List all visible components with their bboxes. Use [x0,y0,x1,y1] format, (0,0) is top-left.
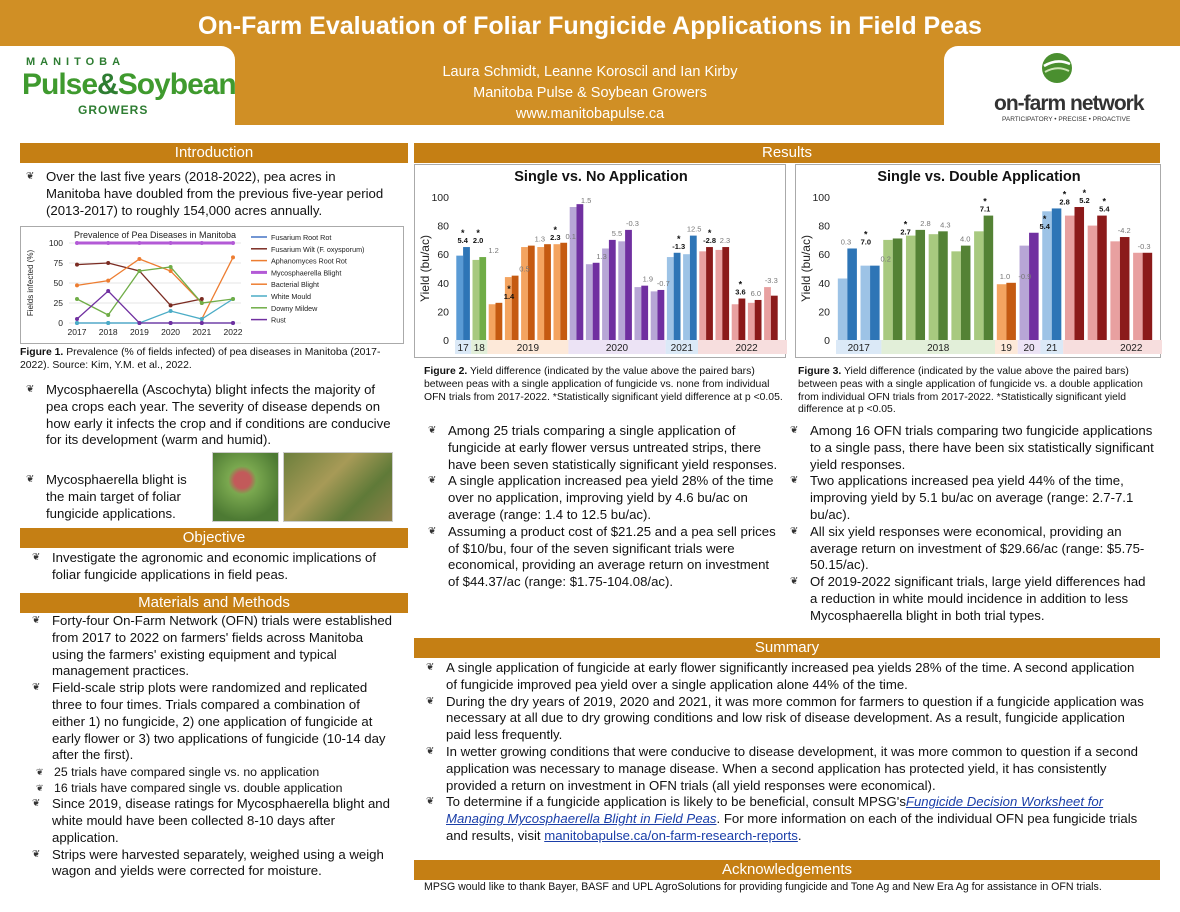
bar1-ytick: 100 [431,192,449,204]
chart1-point [75,297,79,301]
results-right-list [784,423,1156,625]
bar2-bar-double [961,246,971,340]
bar1-bar-single [674,253,681,340]
bar2-sig-star: * [1082,188,1087,199]
chart1-point [106,289,110,293]
chart1-xtick: 2021 [192,327,212,337]
bar1-diff-label: 0.5 [519,264,530,274]
chart1-point [231,241,235,245]
chart1-point [169,321,173,325]
bar1-diff-label: -2.8 [703,236,717,246]
chart1-point [75,241,79,245]
bar2-bar-double [1143,253,1153,340]
bar2-diff-label: 0.2 [880,254,891,264]
chart1-point [169,309,173,313]
bar2-sig-star: * [1042,213,1047,224]
bar1-sig-star: * [553,225,558,236]
chart1-point [200,317,204,321]
bar1-bar-none [634,287,641,340]
results-right-bullet-2: ❦ Two applications increased pea yield 44% of the time, improving yield by 5.1 bu/ac on average (range: 2.7-7.1 bu/ac). [784,473,1156,523]
bar2-ytick: 60 [818,249,830,262]
chart1-point [106,313,110,317]
ofn-globe-icon [1041,52,1073,84]
bar1-group-label: 17 [457,343,469,354]
single-vs-none-chart [415,165,787,359]
objective-bullet: ❦ Investigate the agronomic and economic implications of foliar fungicide applications in field peas. [26,550,398,584]
bar1-bar-none [764,287,771,340]
summary-list [420,660,1148,845]
bar2-sig-star: * [1062,189,1067,200]
bar2-ytick: 20 [818,306,830,319]
bar1-bar-single [641,286,648,340]
organization: Manitoba Pulse & Soybean Growers [473,85,707,101]
bar2-bar-double [984,216,994,340]
chart1-point [75,317,79,321]
bar1-group-label: 18 [473,343,485,354]
bar2-ytick: 80 [818,220,830,233]
chart1-point [75,263,79,267]
bar1-bar-single [739,299,746,340]
bar2-bar-double [1052,208,1062,340]
bar1-bar-single [706,247,713,340]
bar1-diff-label: 5.5 [611,228,623,238]
bar2-bar-double [870,266,880,340]
bar1-diff-label: 1.4 [503,291,515,301]
bar1-bar-single [658,290,665,340]
bar1-bar-single [528,246,535,340]
bar2-bar-double [1120,237,1130,340]
bar1-bar-none [602,248,609,340]
figure2-chart [414,164,786,358]
bar2-bar-double [938,231,948,340]
bar1-title: Single vs. No Application [514,169,688,185]
bar1-bar-single [479,257,486,340]
bar1-sig-star: * [460,228,465,239]
intro-bullet-3: ❦ Mycosphaerella blight is the main target of foliar fungicide applications. [20,472,205,522]
mpsg-logo-box [0,46,235,125]
ofn-wordmark: on-farm network [994,92,1144,115]
bar2-diff-label: 7.1 [979,204,991,214]
chart1-ytick: 100 [48,238,63,248]
chart1-point [231,297,235,301]
bar1-bar-single [593,263,600,340]
bar1-diff-label: 2.3 [550,233,561,243]
bar2-bar-single [997,284,1007,340]
bar1-bar-single [609,240,616,340]
bar1-diff-label: 0.1 [565,231,576,241]
bar2-diff-label: 5.4 [1099,204,1110,214]
bar1-diff-label: -1.3 [672,241,686,251]
results-right-bullet-4: ❦ Of 2019-2022 significant trials, large yield differences had a reduction in white mould incidence in addition to less Mycosphaerella blight in both trial types. [784,574,1156,624]
summary-bullet-1: ❦ A single application of fungicide at early flower significantly increased pea yields 28% of the time. A second application of fungicide improved pea yield over a single application alone 44% of the time. [420,660,1148,694]
bar2-diff-label: 2.7 [900,227,911,237]
bar1-diff-label: 12.5 [686,224,702,234]
bar1-ytick: 20 [437,306,449,319]
bar1-bar-single [722,247,729,340]
website: www.manitobapulse.ca [515,106,665,122]
bar1-bar-single [690,236,697,340]
bar2-ytick: 100 [812,192,830,204]
bar1-diff-label: 1.5 [580,196,592,205]
bar1-bar-none [570,207,577,340]
bar2-bar-double [1006,283,1016,340]
figure1-caption: Figure 1. Prevalence (% of fields infected) of pea diseases in Manitoba (2017-2022). Source: Kim, Y.M. et al., 2022. [20,347,381,371]
bar2-bar-single [906,236,916,340]
chart1-point [75,283,79,287]
bar1-sig-star: * [676,233,681,244]
bar1-diff-label: 2.0 [472,236,484,246]
methods-bullet-2: ❦ Field-scale strip plots were randomized and replicated three to four times. Trials compared a combination of either 1) no fungicide, 2) one application of fungicide at early flower or 3) two applications of fungicide (10-14 day after the first). [26,680,396,764]
leaf-lesion-photo [212,452,279,522]
bar2-bar-single [1065,216,1075,340]
methods-heading: Materials and Methods [20,593,408,613]
bar1-sig-star: * [476,228,480,239]
acknowledgements-heading: Acknowledgements [414,860,1160,880]
bar2-title: Single vs. Double Application [877,169,1081,185]
summary-bullet-2: ❦ During the dry years of 2019, 2020 and 2021, it was more common for farmers to question if a fungicide application was necessary at all due to dry growing conditions and low risk of disease development. As a result, fungicide application paid less frequently. [420,694,1148,744]
bar2-diff-label: 7.0 [860,237,872,247]
bar2-group-band [1063,340,1162,354]
disease-prevalence-chart [21,227,405,345]
chart1-point [169,303,173,307]
intro-bullet-2: ❦ Mycosphaerella (Ascochyta) blight infects the majority of pea crops each year. The severity of disease depends on how early it infects the crop and if conditions are conducive for its development (warm and humid). [20,382,392,449]
bar2-bar-single [1133,253,1143,340]
bar2-sig-star: * [1102,196,1107,207]
bar1-bar-none [537,247,544,340]
bar1-bar-single [560,243,567,340]
bar2-bar-double [1029,233,1039,340]
chart1-legend-label: Mycosphaerella Blight [271,268,342,278]
bar1-group-label: 2022 [735,343,758,354]
bar1-bar-single [512,276,519,340]
bar2-bar-single [929,234,939,340]
bar2-ytick: 40 [818,277,830,290]
authors: Laura Schmidt, Leanne Koroscil and Ian Kirby [442,64,738,80]
figure3-caption: Figure 3. Yield difference (indicated by the value above the paired bars) between peas with a single application of fungicide vs. a double application from individual OFN trials from 2017-2022. *Statistically significant yield difference at p <0.05. [798,366,1143,416]
bar1-bar-none [489,304,496,340]
bar1-sig-star: * [707,228,712,239]
bar2-sig-star: * [864,229,868,240]
bar1-group-label: 2020 [605,343,629,354]
bar2-bar-single [951,251,961,340]
bar1-bar-none [699,251,706,340]
chart1-legend-label: Bacterial Blight [271,280,319,290]
bar2-bar-single [1020,246,1030,340]
bar1-bar-single [577,204,584,340]
bar2-diff-label: 4.0 [959,234,971,244]
worksheet-link[interactable]: Fungicide Decision Worksheet for Managing Mycosphaerella Blight in Field Peas [446,794,1104,827]
chart1-xtick: 2020 [161,327,181,337]
acknowledgements-text: MPSG would like to thank Bayer, BASF and UPL AgroSolutions for providing fungicide and Tone Ag and New Era Ag for assistance in OFN trials. [424,881,1102,893]
bar1-ytick: 80 [437,220,449,233]
chart1-legend-label: Aphanomyces Root Rot [271,256,347,266]
methods-sub-2: ❦ 16 trials have compared single vs. double application [0,780,396,796]
bar1-group-label: 2019 [516,343,540,354]
bar1-diff-label: 2.3 [719,236,731,246]
bar1-diff-label: 1.3 [534,234,546,244]
chart1-xtick: 2022 [223,327,243,337]
chart1-ytick: 25 [53,298,63,308]
bar1-bar-none [683,254,690,340]
bar1-bar-none [667,257,674,340]
bar1-bar-none [748,303,755,340]
bar2-group-label: 20 [1023,343,1035,354]
figure2-caption: Figure 2. Yield difference (indicated by the value above the paired bars) between peas with a single application of fungicide vs. none from individual OFN trials from 2017-2022. *Statistically significant yield difference at p <0.05. [424,366,783,403]
bar1-bar-none [456,256,463,340]
bar1-diff-label: -0.3 [625,218,639,228]
chart1-point [137,257,141,261]
bar1-diff-label: 6.0 [750,288,762,298]
results-left-bullet-2: ❦ A single application increased pea yield 28% of the time over no application, improving yield by 4.6 bu/ac on average (range: 1.4 to 12.5 bu/ac). [422,473,782,523]
bar2-diff-label: -0.3 [1137,241,1151,251]
objective-list [26,550,398,584]
summary-bullet-3: ❦ In wetter growing conditions that were conducive to disease development, it was more common to question if a second application was necessary to manage disease. When a second application has protected yield, it has consistently provided a return on investment in OFN trials (all yield responses were economical). [420,744,1148,794]
methods-bullet-4: ❦ Strips were harvested separately, weighed using a weigh wagon and yields were corrected for moisture. [26,847,396,881]
bar1-ytick: 0 [443,335,449,347]
bar1-bar-single [771,296,778,340]
bar2-group-label: 2022 [1120,343,1143,354]
summary-bullet-4: ❦ To determine if a fungicide application is likely to be beneficial, consult MPSG'sFungicide Decision Worksheet for Managing Mycosphaerella Blight in Field Peas. For more information on each of the individual OFN pea fungicide trials and results, visit manitobapulse.ca/on-farm-research-reports. [420,794,1148,844]
chart1-point [106,241,110,245]
bar1-bar-none [521,247,528,340]
bar1-bar-single [755,300,762,340]
bar2-group-label: 21 [1046,343,1058,354]
bar1-bar-none [472,260,479,340]
bar1-bar-none [553,244,560,340]
bar1-ylabel: Yield (bu/ac) [418,235,432,302]
bar1-diff-label: 3.6 [735,287,746,297]
bar1-diff-label: -0.7 [656,278,670,288]
bar2-ylabel: Yield (bu/ac) [799,235,813,302]
bar1-bar-none [586,264,593,340]
chart1-xtick: 2018 [98,327,118,337]
summary-heading: Summary [414,638,1160,658]
chart1-legend-label: White Mould [271,292,311,301]
methods-bullet-3: ❦ Since 2019, disease ratings for Mycosphaerella blight and white mould have been collected 8-10 days after application. [26,796,396,846]
bar2-sig-star: * [903,219,908,230]
chart1-ytick: 50 [53,278,63,288]
figure3-chart [795,164,1161,358]
bar1-group-label: 2021 [670,343,693,354]
chart1-series-line [77,291,233,323]
chart1-title: Prevalence of Pea Diseases in Manitoba [73,230,237,240]
bar2-bar-single [1110,241,1120,340]
chart1-ylabel: Fields infected (%) [26,249,35,317]
chart1-point [106,279,110,283]
bar2-bar-double [1097,216,1107,340]
chart1-point [200,241,204,245]
logo-growers: GROWERS [78,103,149,117]
author-block [380,62,800,125]
bar1-diff-label: 1.2 [488,246,499,256]
chart1-ytick: 75 [53,258,63,268]
pea-canopy-photo [283,452,393,522]
bar2-group-label: 19 [1000,343,1012,354]
chart1-ytick: 0 [58,318,63,328]
bar2-bar-single [974,231,984,340]
bar2-bar-single [838,279,848,340]
bar1-diff-label: 1.3 [596,251,607,261]
chart1-point [200,321,204,325]
results-heading: Results [414,143,1160,163]
bar2-ytick: 0 [824,335,830,347]
ofn-logo-box [944,46,1180,125]
objective-heading: Objective [20,528,408,548]
bar2-diff-label: 2.8 [1059,197,1070,207]
introduction-list-1 [20,169,392,219]
results-left-bullet-3: ❦ Assuming a product cost of $21.25 and a pea sell prices of $10/bu, four of the seven significant trials were economical, providing an average return on investment of $44.37/ac (range: $1.75-104.08/ac). [422,524,782,591]
chart1-series-line [77,267,233,315]
introduction-heading: Introduction [20,143,408,163]
bar1-sig-star: * [738,279,743,290]
chart1-point [137,269,141,273]
bar2-bar-double [893,238,903,340]
chart1-point [200,301,204,305]
bar1-sig-star: * [507,283,511,294]
bar1-diff-label: 1.9 [642,274,654,284]
chart1-point [75,321,79,325]
single-vs-double-chart [796,165,1162,359]
chart1-point [137,321,141,325]
bar1-diff-label: -3.3 [764,276,778,286]
chart1-point [169,241,173,245]
research-reports-link[interactable]: manitobapulse.ca/on-farm-research-reports [544,827,798,843]
figure1-chart [20,226,404,344]
intro-bullet-1: ❦ Over the last five years (2018-2022), pea acres in Manitoba have doubled from the previous five-year period (2013-2017) to roughly 154,000 acres annually. [20,169,392,219]
bar2-diff-label: 4.3 [940,220,951,230]
bar2-bar-double [847,248,857,340]
bar2-group-label: 2018 [927,343,950,354]
chart1-point [169,265,173,269]
chart1-point [106,321,110,325]
bar2-bar-double [1075,207,1085,340]
bar1-bar-single [544,244,551,340]
introduction-list-3 [20,472,205,522]
bar2-diff-label: 1.0 [999,271,1011,281]
bar1-bar-single [625,230,632,340]
bar2-diff-label: 0.3 [840,237,852,247]
bar1-bar-single [463,247,470,340]
results-left-bullet-1: ❦ Among 25 trials comparing a single application of fungicide at early flower versus untreated strips, there have been seven statistically significant yield responses. [422,423,782,473]
bar1-ytick: 40 [437,277,449,290]
introduction-list-2 [20,382,392,449]
bar2-diff-label: -0.9 [1018,271,1032,281]
bar2-diff-label: -4.2 [1117,226,1131,236]
chart1-legend-label: Rust [271,315,286,325]
bar1-bar-none [715,250,722,340]
bar2-group-label: 2017 [847,343,870,354]
bar2-bar-single [861,266,871,340]
poster-title: On-Farm Evaluation of Foliar Fungicide Applications in Field Peas [198,12,982,40]
bar1-diff-label: 5.4 [457,236,468,246]
bar1-bar-none [732,304,739,340]
methods-list [26,613,396,880]
results-left-list [422,423,782,591]
bar2-bar-single [1088,226,1098,340]
bar1-bar-none [651,291,658,340]
chart1-legend-label: Fusarium Wilt (F. oxysporum) [271,244,365,254]
bar2-diff-label: 5.2 [1079,196,1090,206]
results-right-bullet-3: ❦ All six yield responses were economical, providing an average return on investment of $29.66/ac (range: $5.75-50.15/ac). [784,524,1156,574]
ofn-tagline: PARTICIPATORY • PRECISE • PROACTIVE [1002,116,1131,123]
bar1-bar-none [618,241,625,340]
chart1-xtick: 2019 [129,327,149,337]
chart1-point [231,255,235,259]
methods-bullet-1: ❦ Forty-four On-Farm Network (OFN) trials were established from 2017 to 2022 on farmers' fields across Manitoba using the farmers' existing equipment and typical management practices. [26,613,396,680]
chart1-legend-label: Fusarium Root Rot [271,233,332,242]
chart1-legend-label: Downy Mildew [271,303,318,313]
bar2-bar-double [916,230,926,340]
bar1-ytick: 60 [437,249,449,262]
chart1-point [231,321,235,325]
logo-manitoba: MANITOBA [26,56,126,68]
chart1-point [106,261,110,265]
bar2-diff-label: 5.4 [1039,221,1050,231]
chart1-point [137,241,141,245]
logo-wordmark: Pulse&Soybean [22,68,236,101]
bar2-diff-label: 2.8 [920,218,931,228]
bar1-bar-single [496,303,503,340]
results-right-bullet-1: ❦ Among 16 OFN trials comparing two fungicide applications to a single pass, there have been six statistically significant yield responses. [784,423,1156,473]
methods-sub-1: ❦ 25 trials have compared single vs. no application [0,764,396,780]
bar2-sig-star: * [983,196,987,207]
chart1-xtick: 2017 [67,327,87,337]
